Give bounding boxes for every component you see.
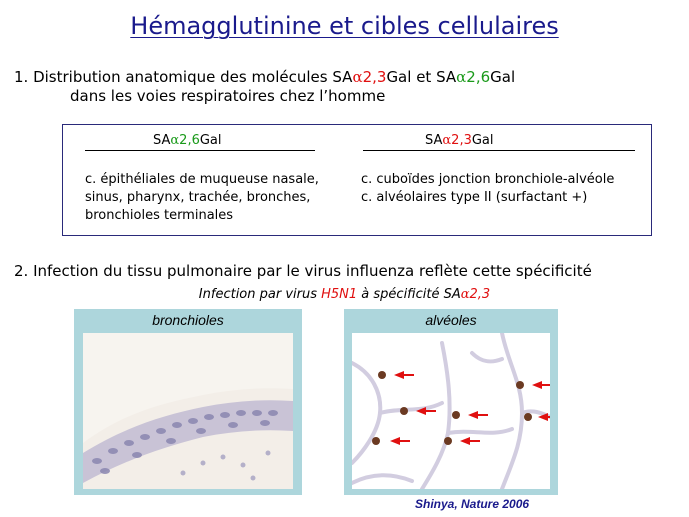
left-column-text [85,171,355,225]
alveoles-micrograph [352,333,550,489]
bronchioles-label: bronchioles [152,312,224,328]
alpha-symbol: α [170,133,180,148]
alveoles-label: alvéoles [425,312,477,328]
table-line: c. alvéolaires type II (surfactant +) [361,190,588,205]
link-23: 2,3 [362,68,387,86]
table-line: bronchioles terminales [85,208,234,223]
link-26: 2,6 [179,133,200,148]
table-line: c. épithéliales de muqueuse nasale, [85,172,319,187]
bronchioles-micrograph [83,333,293,489]
slide-title: Hémagglutinine et cibles cellulaires [130,12,559,40]
text: Infection par virus [198,287,322,302]
alpha-symbol: α [442,133,452,148]
section-1-line-2: dans les voies respiratoires chez l’homme [70,87,386,105]
text: Gal [490,68,516,86]
section-1-line-1 [14,68,515,87]
citation: Shinya, Nature 2006 [415,497,530,511]
section-2-heading: 2. Infection du tissu pulmonaire par le virus influenza reflète cette spécificité [14,262,592,280]
text: SA [153,133,171,148]
table-line: sinus, pharynx, trachée, bronches, [85,190,311,205]
alpha-symbol: α [456,68,467,86]
distribution-table [62,124,652,236]
alveoles-panel [344,309,558,495]
text: à spécificité SA [357,287,461,302]
link-23: 2,3 [451,133,472,148]
table-line: c. cuboïdes jonction bronchiole-alvéole [361,172,615,187]
infection-subtitle [0,287,689,302]
right-column-text [361,171,651,207]
text: Gal [471,133,494,148]
alpha-symbol: α [460,287,470,302]
link-23: 2,3 [469,287,491,302]
text: SA [425,133,443,148]
text: 1. Distribution anatomique des molécules SA [14,68,353,86]
bronchioles-panel [74,309,302,495]
text: Gal [199,133,222,148]
right-column-header [363,133,635,151]
left-column-header [85,133,315,151]
link-26: 2,6 [466,68,491,86]
section-1-heading [14,68,515,106]
alpha-symbol: α [352,68,363,86]
virus-name: H5N1 [321,287,358,302]
text: Gal et SA [386,68,457,86]
